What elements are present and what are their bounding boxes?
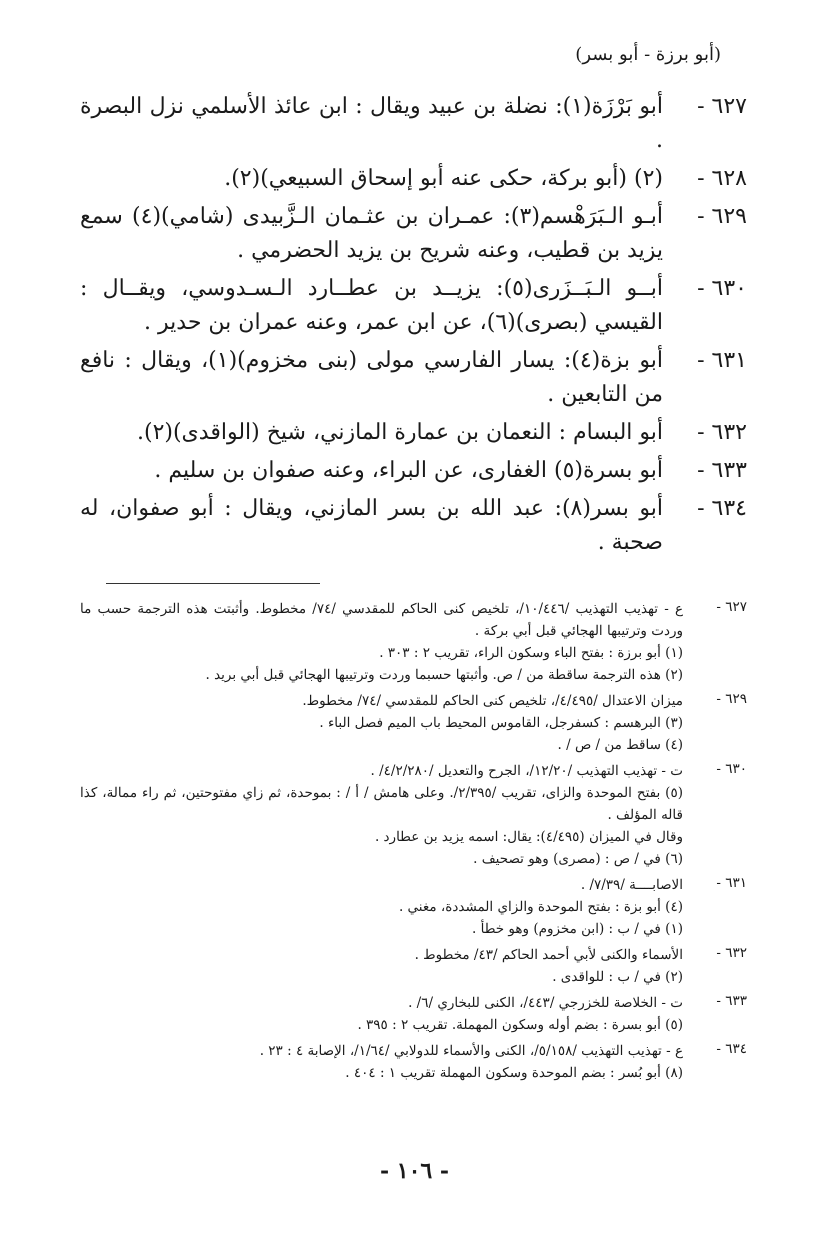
footnote-line: ع - تهذيب التهذيب /٥/١٥٨/، الكنى والأسماء للدولابي /١/٦٤/، الإصابة ٤ : ٢٣ . <box>259 1043 683 1059</box>
footnote-group <box>80 944 747 988</box>
entry-number: ٦٢٧ - <box>697 94 747 119</box>
entry <box>80 492 747 560</box>
footnote-line: (٦) في / ص : (مصرى) وهو تصحيف . <box>473 851 683 867</box>
entry <box>80 162 747 196</box>
entry-text: أبو بسرة(٥) الغفارى، عن البراء، وعنه صفوان بن سليم . <box>154 458 663 483</box>
footnote-line: وقال في الميزان (٤/٤٩٥): يقال: اسمه يزيد بن عطارد . <box>374 829 683 845</box>
entry-text: أبو بسر(٨): عبد الله بن بسر المازني، ويقال : أبو صفوان، له صحبة . <box>80 496 663 555</box>
footnote-group <box>80 760 747 870</box>
footnote-line: (١) أبو برزة : بفتح الباء وسكون الراء، تقريب ٢ : ٣٠٣ . <box>379 645 683 661</box>
footnotes-section <box>80 598 747 1088</box>
entry-text: أبو بَرْزَة(١): نضلة بن عبيد ويقال : ابن عائذ الأسلمي نزل البصرة . <box>80 94 663 153</box>
footnote-group <box>80 690 747 756</box>
footnote-line: (٥) بفتح الموحدة والزاى، تقريب /٢/٣٩٥/. وعلى هامش / أ / : بموحدة، ثم زاي مفتوحتين، ثم راء ممالة، كذا قاله المؤلف . <box>80 785 683 823</box>
entry <box>80 344 747 412</box>
footnote-line: ت - تهذيب التهذيب /١٢/٢٠/، الجرح والتعديل /٤/٢/٢٨٠/ . <box>370 763 683 779</box>
footnote-number: ٦٢٩ - <box>716 691 747 707</box>
footnote-line: ع - تهذيب التهذيب /١٠/٤٤٦/، تلخيص كنى الحاكم للمقدسي /٧٤/ مخطوط. وأثبتت هذه الترجمة حسب ما وردت وترتيبها الهجائي قبل أبي بركة . <box>80 601 684 639</box>
footnote-line: (٢) هذه الترجمة ساقطة من / ص. وأثبتها حسبما وردت وترتيبها الهجائي قبل أبي بريد . <box>205 667 683 683</box>
entries-list <box>80 90 747 564</box>
footnote-line: الاصابــــة /٧/٣٩/ . <box>580 877 683 893</box>
entry-number: ٦٣٣ - <box>697 458 747 483</box>
entry <box>80 200 747 268</box>
entry-text: (٢) (أبو بركة، حكى عنه أبو إسحاق السبيعي)(٢). <box>224 166 663 191</box>
entry-text: أبــو الـبَــزَرى(٥): يزيــد بن عطــارد الـسـدوسي، ويقــال : القيسي (بصرى)(٦)، عن ابن عمر، وعنه عمران بن حدير . <box>80 276 664 335</box>
entry <box>80 416 747 450</box>
entry-number: ٦٢٩ - <box>697 204 747 229</box>
entry-number: ٦٣٤ - <box>697 496 747 521</box>
footnote-group <box>80 874 747 940</box>
footnote-line: (٤) أبو بزة : بفتح الموحدة والزاي المشددة، مغني . <box>398 899 683 915</box>
entry-number: ٦٣٢ - <box>697 420 747 445</box>
footnote-number: ٦٣٣ - <box>716 993 747 1009</box>
running-header: (أبو برزة - أبو بسر) <box>575 44 721 65</box>
footnote-separator <box>106 583 320 584</box>
entry-text: أبـو الـبَرَهْسم(٣): عمـران بن عثـمان الـزَّبيدى (شامي)(٤) سمع يزيد بن قطيب، وعنه شريح بن يزيد الحضرمي . <box>80 204 664 263</box>
footnote-line: (٨) أبو بُسر : بضم الموحدة وسكون المهملة تقريب ١ : ٤٠٤ . <box>345 1065 683 1081</box>
footnote-line: (٥) أبو بسرة : بضم أوله وسكون المهملة. تقريب ٢ : ٣٩٥ . <box>357 1017 683 1033</box>
footnote-line: (٣) البرهسم : كسفرجل، القاموس المحيط باب الميم فصل الباء . <box>319 715 683 731</box>
footnote-number: ٦٣١ - <box>716 875 747 891</box>
entry-text: أبو بزة(٤): يسار الفارسي مولى (بنى مخزوم)(١)، ويقال : نافع من التابعين . <box>80 348 663 407</box>
footnote-number: ٦٣٠ - <box>716 761 747 777</box>
footnote-number: ٦٣٢ - <box>716 945 747 961</box>
entry <box>80 272 747 340</box>
footnote-line: (١) في / ب : (ابن مخزوم) وهو خطأ . <box>472 921 683 937</box>
footnote-line: الأسماء والكنى لأبي أحمد الحاكم /٤٣/ مخطوط . <box>414 947 683 963</box>
footnote-group <box>80 598 747 686</box>
entry-number: ٦٢٨ - <box>697 166 747 191</box>
page-number: - ١٠٦ - <box>379 1158 450 1184</box>
entry-text: أبو البسام : النعمان بن عمارة المازني، شيخ (الواقدى)(٢). <box>136 420 663 445</box>
footnote-line: ميزان الاعتدال /٤/٤٩٥/، تلخيص كنى الحاكم للمقدسي /٧٤/ مخطوط. <box>302 693 683 709</box>
entry <box>80 454 747 488</box>
footnote-line: (٢) في / ب : للواقدى . <box>552 969 683 985</box>
footnote-group <box>80 992 747 1036</box>
entry-number: ٦٣٠ - <box>697 276 747 301</box>
footnote-line: ت - الخلاصة للخزرجي /٤٤٣/، الكنى للبخاري /٦/ . <box>408 995 683 1011</box>
entry-number: ٦٣١ - <box>697 348 747 373</box>
footnote-number: ٦٢٧ - <box>716 599 747 615</box>
footnote-number: ٦٣٤ - <box>716 1041 747 1057</box>
footnote-line: (٤) ساقط من / ص / . <box>557 737 683 753</box>
entry <box>80 90 747 158</box>
footnote-group <box>80 1040 747 1084</box>
